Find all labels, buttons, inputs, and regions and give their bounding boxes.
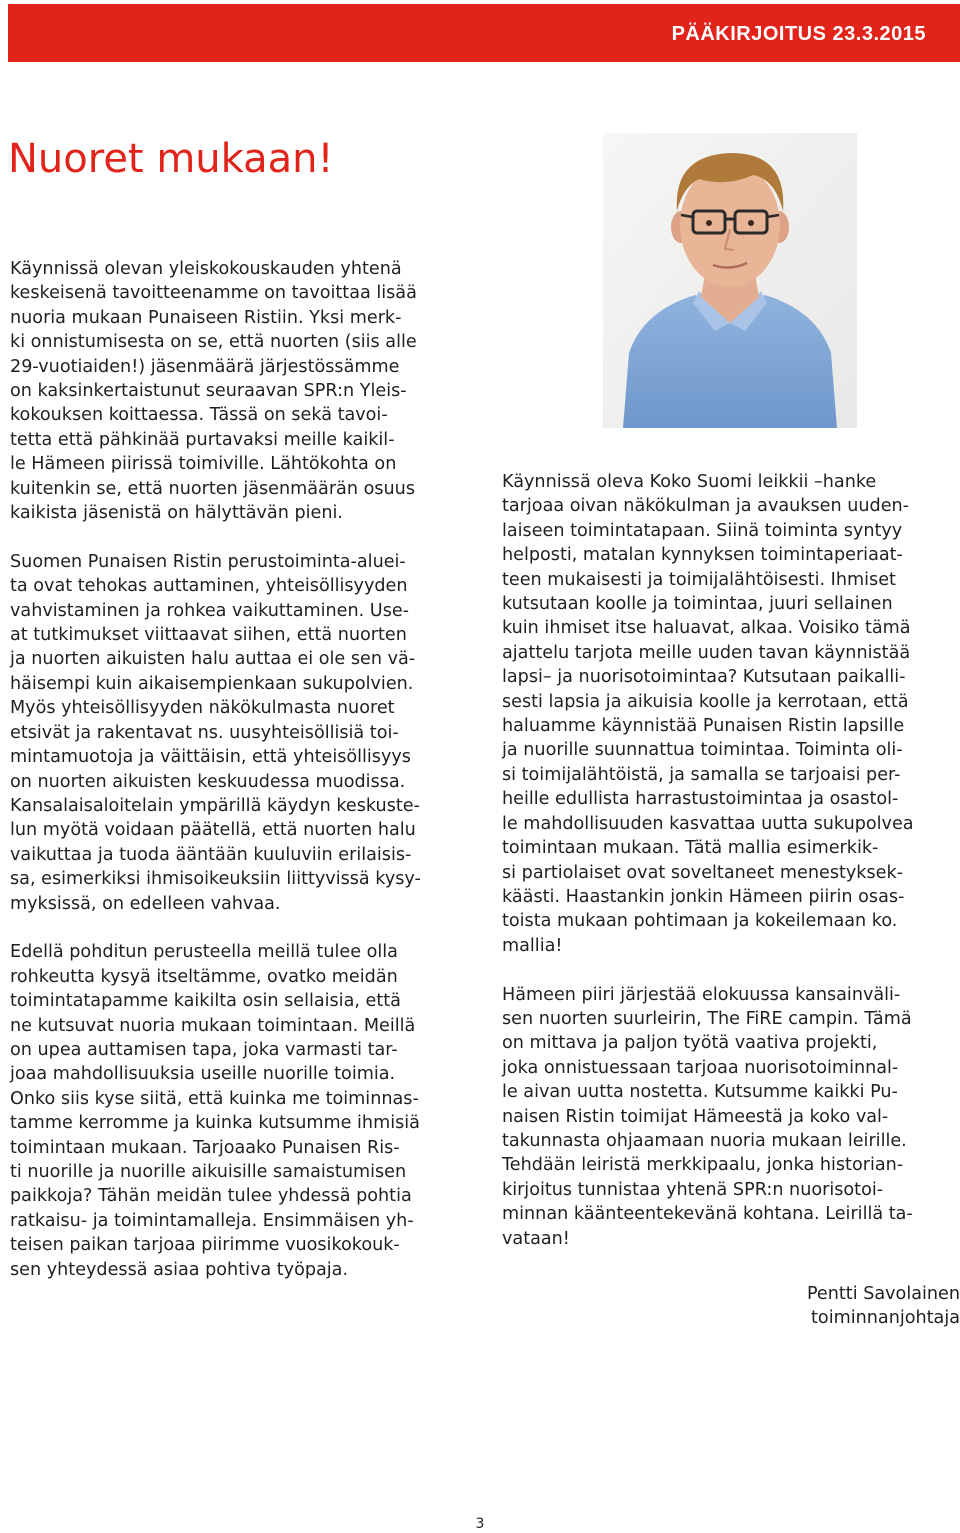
- paragraph: Hämeen piiri järjestää elokuussa kansainväli- sen nuorten suurleirin, The FiRE campin. Tämä on mittava ja paljon työtä vaativa projekti, joka onnistuessaan tarjoaa nuorisotoiminnal- le aivan uutta nostetta. Kutsumme kaikki Pu- naisen Ristin toimijat Hämeestä ja koko val- takunnasta ohjaamaan nuoria mukaan leirille. Tehdään leiristä merkkipaalu, jonka historian- kirjoitus tunnistaa yhtenä SPR:n nuorisotoi- minnan käänteentekevänä kohtana. Leirillä ta- vataan!: [502, 984, 913, 1249]
- paragraph: Edellä pohditun perusteella meillä tulee olla rohkeutta kysyä itseltämme, ovatko meidän toimintatapamme kaikilta osin sellaisia, että ne kutsuvat nuoria mukaan toimintaan. Meillä on upea auttamisen tapa, joka varmasti tar- joaa mahdollisuuksia useille nuorille toimia. Onko siis kyse siitä, että kuinka me toiminnas- tamme kerromme ja kuinka kutsumme ihmisiä toimintaan mukaan. Tarjoaako Punaisen Ris- ti nuorille ja nuorille aikuisille samaistumisen paikkoja? Tähän meidän tulee yhdessä pohtia ratkaisu- ja toimintamalleja. Ensimmäisen yh- teisen paikan tarjoaa piirimme vuosikokouk- sen yhteydessä asiaa pohtiva työpaja.: [10, 942, 420, 1280]
- author-signature: Pentti Savolainen toiminnanjohtaja: [806, 1284, 960, 1329]
- page-number: 3: [475, 1516, 485, 1532]
- author-photo: [603, 133, 857, 428]
- section-date-label: PÄÄKIRJOITUS 23.3.2015: [671, 23, 926, 45]
- paragraph: Käynnissä oleva Koko Suomi leikkii –hanke tarjoaa oivan näkökulman ja avauksen uuden- laiseen toimintatapaan. Siinä toiminta syntyy helposti, matalan kynnyksen toimintaperiaat- teen mukaisesti ja toimijalähtöisesti. Ihmiset kutsutaan koolle ja toimintaa, juuri sellainen kuin ihmiset itse haluavat, alkaa. Voisiko tämä ajattelu tarjota meille uuden tavan käynnistää lapsi– ja nuorisotoimintaa? Kutsutaan paikalli- sesti lapsia ja aikuisia koolle ja kerrotaan, että haluamme käynnistää Punaisen Ristin lapsille ja nuorille suunnattua toimintaa. Toiminta oli- si toimijalähtöistä, ja samalla se tarjoaisi per- heille edullista harrastustoimintaa ja osastol- le mahdollisuuden kasvattaa uutta sukupolvea toimintaan mukaan. Tätä mallia esimerkik- si partiolaiset ovat soveltaneet menestyksek- käästi. Haastankin jonkin Hämeen piirin osas- toista mukaan pohtimaan ja kokeilemaan ko. mallia!: [502, 472, 914, 956]
- author-portrait-image: [603, 133, 857, 428]
- header-banner: [8, 4, 960, 62]
- right-column: [502, 470, 960, 1275]
- left-column: [10, 257, 480, 1306]
- page-title: Nuoret mukaan!: [8, 136, 334, 182]
- paragraph: Käynnissä olevan yleiskokouskauden yhtenä keskeisenä tavoitteenamme on tavoittaa lisää nuoria mukaan Punaiseen Ristiin. Yksi merk- ki onnistumisesta on se, että nuorten (siis alle 29-vuotiaiden!) jäsenmäärä järjestössämme on kaksinkertaistunut seuraavan SPR:n Yleis- kokouksen koittaessa. Tässä on sekä tavoi- tetta että pähkinää purtavaksi meille kaikil- le Hämeen piirissä toimiville. Lähtökohta on kuitenkin se, että nuorten jäsenmäärän osuus kaikista jäsenistä on hälyttävän pieni.: [10, 259, 417, 524]
- paragraph: Suomen Punaisen Ristin perustoiminta-aluei- ta ovat tehokas auttaminen, yhteisöllisyyden vahvistaminen ja rohkea vaikuttaminen. Use- at tutkimukset viittaavat siihen, että nuorten ja nuorten aikuisten halu auttaa ei ole sen vä- häisempi kuin aikaisempienkaan sukupolvien. Myös yhteisöllisyyden näkökulmasta nuoret etsivät ja rakentavat ns. uusyhteisöllisiä toi- mintamuotoja ja väittäisin, että yhteisöllisyys on nuorten aikuisten keskuudessa muodissa. Kansalaisaloitelain ympärillä käydyn keskuste- lun myötä voidaan päätellä, että nuorten halu vaikuttaa ja tuoda ääntään kuuluviin erilaisis- sa, esimerkiksi ihmisoikeuksiin liittyvissä kysy- myksissä, on edelleen vahvaa.: [10, 551, 421, 914]
